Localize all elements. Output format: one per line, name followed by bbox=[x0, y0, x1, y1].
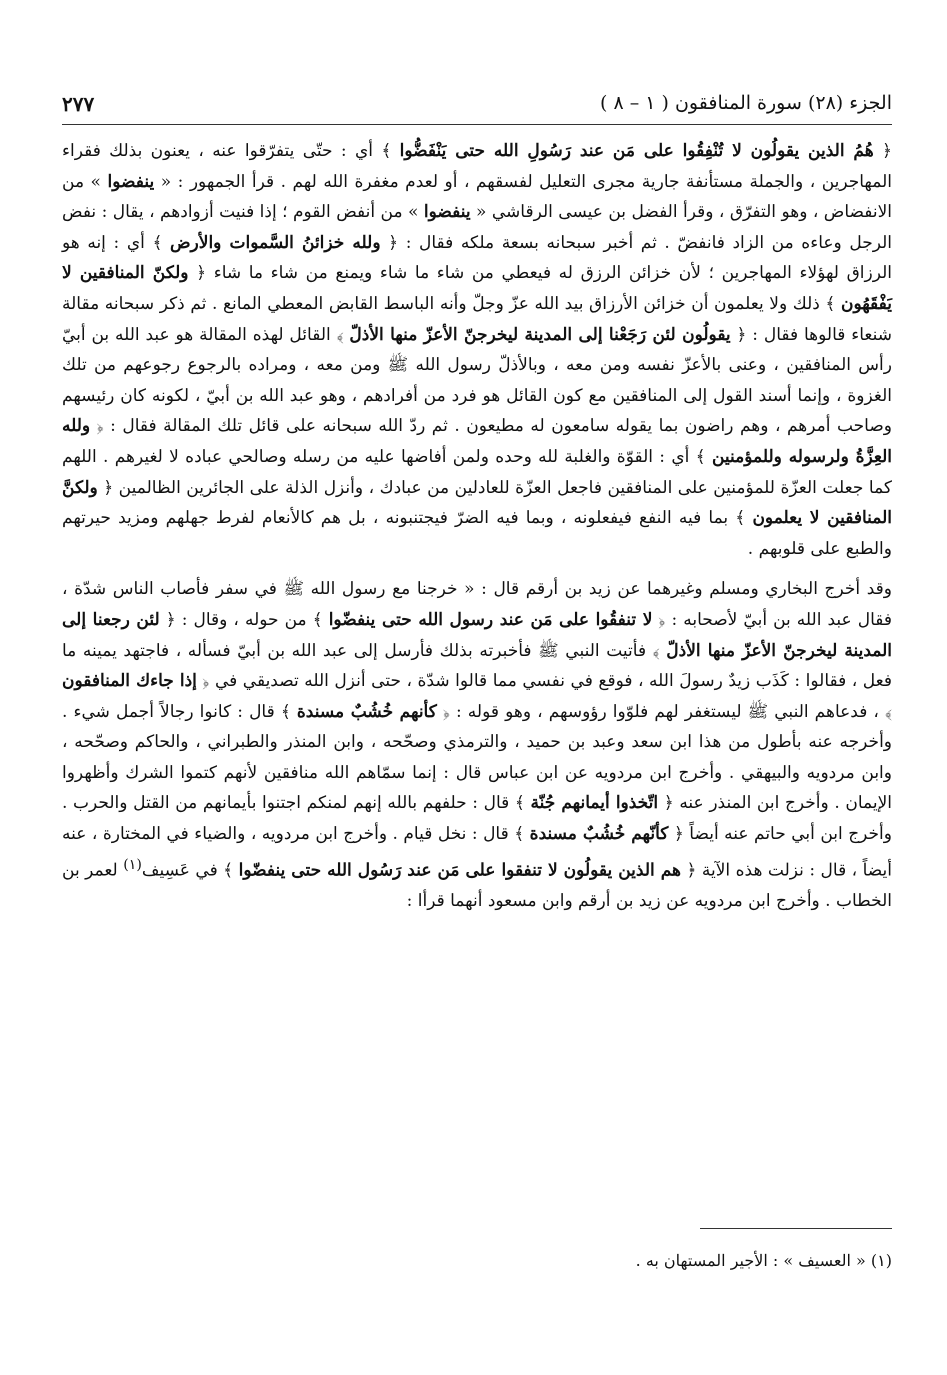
page-number: ٢٧٧ bbox=[62, 92, 95, 116]
text-run: ﴿ bbox=[873, 141, 892, 161]
paragraph-tafsir bbox=[62, 136, 892, 564]
quran-quote: ولله خزائنُ السَّموات والأرض bbox=[170, 232, 381, 253]
quran-quote: كأنهم خُشُبٌ مسندة bbox=[296, 701, 437, 722]
paragraph-hadith bbox=[62, 574, 892, 916]
quran-quote: يقولُون لئن رَجَعْنا إلى المدينة ليخرجنّ الأعزّ منها الأذلّ bbox=[349, 324, 731, 345]
quran-quote: لا تنفقُوا على مَن عند رسول الله حتى ينفضّوا bbox=[328, 609, 653, 630]
book-page bbox=[62, 88, 892, 1348]
quran-quote: كأنّهم خُشُبٌ مسندة bbox=[529, 824, 669, 845]
text-run: ﴾ ذلك ولا يعلمون أن خزائن الأرزاق بيد الله عزّ وجلّ وأنه الباسط القابض المعطي المانع . ثم ذكر سبحانه مقالة شنعاء قالوها فقال : ﴿ bbox=[62, 293, 892, 345]
text-run: ﴾ ، فدعاهم النبي ﷺ ليستغفر لهم فلوّوا رؤوسهم ، وهو قوله : ﴿ bbox=[436, 701, 892, 722]
running-header bbox=[62, 88, 892, 128]
quran-quote: ولله العِزَّةُ ولرسوله وللمؤمنين bbox=[62, 416, 892, 467]
quran-quote: ينفضوا bbox=[107, 171, 155, 192]
text-run: ﴾ فأتيت النبي ﷺ فأخبرته بذلك فأرسل إلى عبد الله بن أبيّ فسأله ، فاجتهد يمينه ما فعل ، فقالوا : كَذَب زيدٌ رسولَ الله ، فوقع في نفسي مما قالوا شدّة ، حتى أنزل الله تصديقي في ﴿ bbox=[62, 640, 892, 692]
quran-quote: اتّخذوا أيمانهم جُنّة bbox=[530, 793, 659, 814]
text-run: ﴾ أي : إنه هو الرزاق لهؤلاء المهاجرين ؛ لأن خزائن الرزق له فيعطي من شاء ما شاء ويمنع من شاء ما شاء ﴿ bbox=[62, 232, 893, 284]
footnote-rule bbox=[700, 1228, 892, 1229]
text-run: ﴾ أي : حتّى يتفرّقوا عنه ، يعنون بذلك فقراء المهاجرين ، والجملة مستأنفة جارية مجرى التعليل لفسقهم ، أو لعدم مغفرة الله لهم . قرأ الجمهور : « bbox=[62, 141, 892, 192]
text-run: ﴾ القائل لهذه المقالة هو عبد الله بن أبيّ رأس المنافقين ، وعنى بالأعزّ نفسه ومن معه ، وبالأذلّ رسول الله ﷺ ومن معه ، ومراده بالرجوع رجوعهم من تلك الغزوة ، وإنما أسند القول إلى المنافقين مع كون القائل هو فرد من أفرادهم ، وهو عبد الله بن أبيّ ، لكونه كان رئيسهم وصاحب أمرهم ، وهم راضون بما يقوله سامعون له مطيعون . ثم ردّ الله سبحانه على قائل تلك المقالة فقال : ﴿ bbox=[62, 324, 892, 437]
text-run: ﴾ بما فيه النفع فيفعلونه ، وبما فيه الضرّ فيجتنبونه ، بل هم كالأنعام لفرط جهلهم ومزيد حيرتهم والطبع على قلوبهم . bbox=[62, 508, 892, 559]
text-run: ﴾ أي : القوّة والغلبة لله وحده ولمن أفاضها عليه من رسله وصالحي عباده لا لغيرهم . اللهم كما جعلت العزّة للمؤمنين على المنافقين فاجعل العزّة للعادلين من عبادك ، وأنزل الذلة على الجائرين الظالمين ﴿ bbox=[62, 446, 892, 498]
text-run: لعمر بن الخطاب . وأخرج ابن مردويه عن زيد بن أرقم وابن مسعود أنهما قرأا : bbox=[62, 860, 892, 911]
text-run: وقد أخرج البخاري ومسلم وغيرهما عن زيد بن أرقم قال : « خرجنا مع رسول الله ﷺ في سفر فأصاب الناس شدّة ، فقال عبد الله بن أبيّ لأصحابه : ﴿ bbox=[62, 579, 893, 630]
body-text bbox=[62, 136, 892, 917]
footnote: (١) « العسيف » : الأجير المستهان به . bbox=[635, 1251, 892, 1270]
quran-quote: لئن رجعنا إلى المدينة ليخرجنّ الأعزّ منها الأذلّ bbox=[62, 609, 892, 661]
quran-quote: ينفضوا bbox=[423, 202, 471, 223]
text-run: » من أنفض القوم ؛ إذا فنيت أزوادهم ، يقال : نفض الرجل وعاءه من الزاد فانفضّ . ثم أخبر سبحانه بسعة ملكه فقال : ﴿ bbox=[62, 202, 892, 253]
text-run: ﴾ في عَسِيف bbox=[141, 860, 239, 881]
footnote-marker: (١) bbox=[123, 856, 142, 873]
quran-quote: هم الذين يقولُون لا تنفقوا على مَن عند رَسُول الله حتى ينفضّوا bbox=[238, 860, 681, 881]
text-run: ﴾ قال : حلفهم بالله إنهم لمنكم اجتنوا بأيمانهم من القتل والحرب . وأخرج ابن أبي حاتم عنه أيضاً ﴿ bbox=[62, 793, 892, 845]
text-run: ﴾ قال : نخل قيام . وأخرج ابن مردويه ، والضياء في المختارة ، عنه أيضاً ، قال : نزلت هذه الآية ﴿ bbox=[62, 824, 893, 881]
header-rule bbox=[62, 124, 892, 125]
text-run: ﴾ قال : كانوا رجالاً أجمل شيء . وأخرجه عنه بأطول من هذا ابن سعد وعبد بن حميد ، والترمذي وصحّحه ، وابن المنذر والطبراني ، والحاكم وصحّحه ، وابن مردويه والبيهقي . وأخرج ابن مردويه عن ابن عباس قال : إنما سمّاهم الله منافقين لأنهم كتموا الشرك وأظهروا الإيمان . وأخرج ابن المنذر عنه ﴿ bbox=[62, 701, 893, 814]
text-run: ﴾ من حوله ، وقال : ﴿ bbox=[159, 609, 329, 630]
quran-quote: ولكنّ المنافقين لا يَفْقَهُون bbox=[62, 263, 892, 314]
text-run: » من الانفضاض ، وهو التفرّق ، وقرأ الفضل بن عيسى الرقاشي « bbox=[62, 171, 892, 223]
quran-quote: هُمُ الذين يقولُون لا تُنْفِقُوا على مَن عند رَسُولِ الله حتى يَنْفَضُّوا bbox=[399, 141, 874, 161]
quran-quote: إذا جاءك المنافقون bbox=[62, 671, 197, 692]
quran-quote: ولكنَّ المنافقين لا يعلمون bbox=[62, 477, 892, 529]
header-title: الجزء (٢٨) سورة المنافقون ( ١ – ٨ ) bbox=[600, 92, 892, 114]
